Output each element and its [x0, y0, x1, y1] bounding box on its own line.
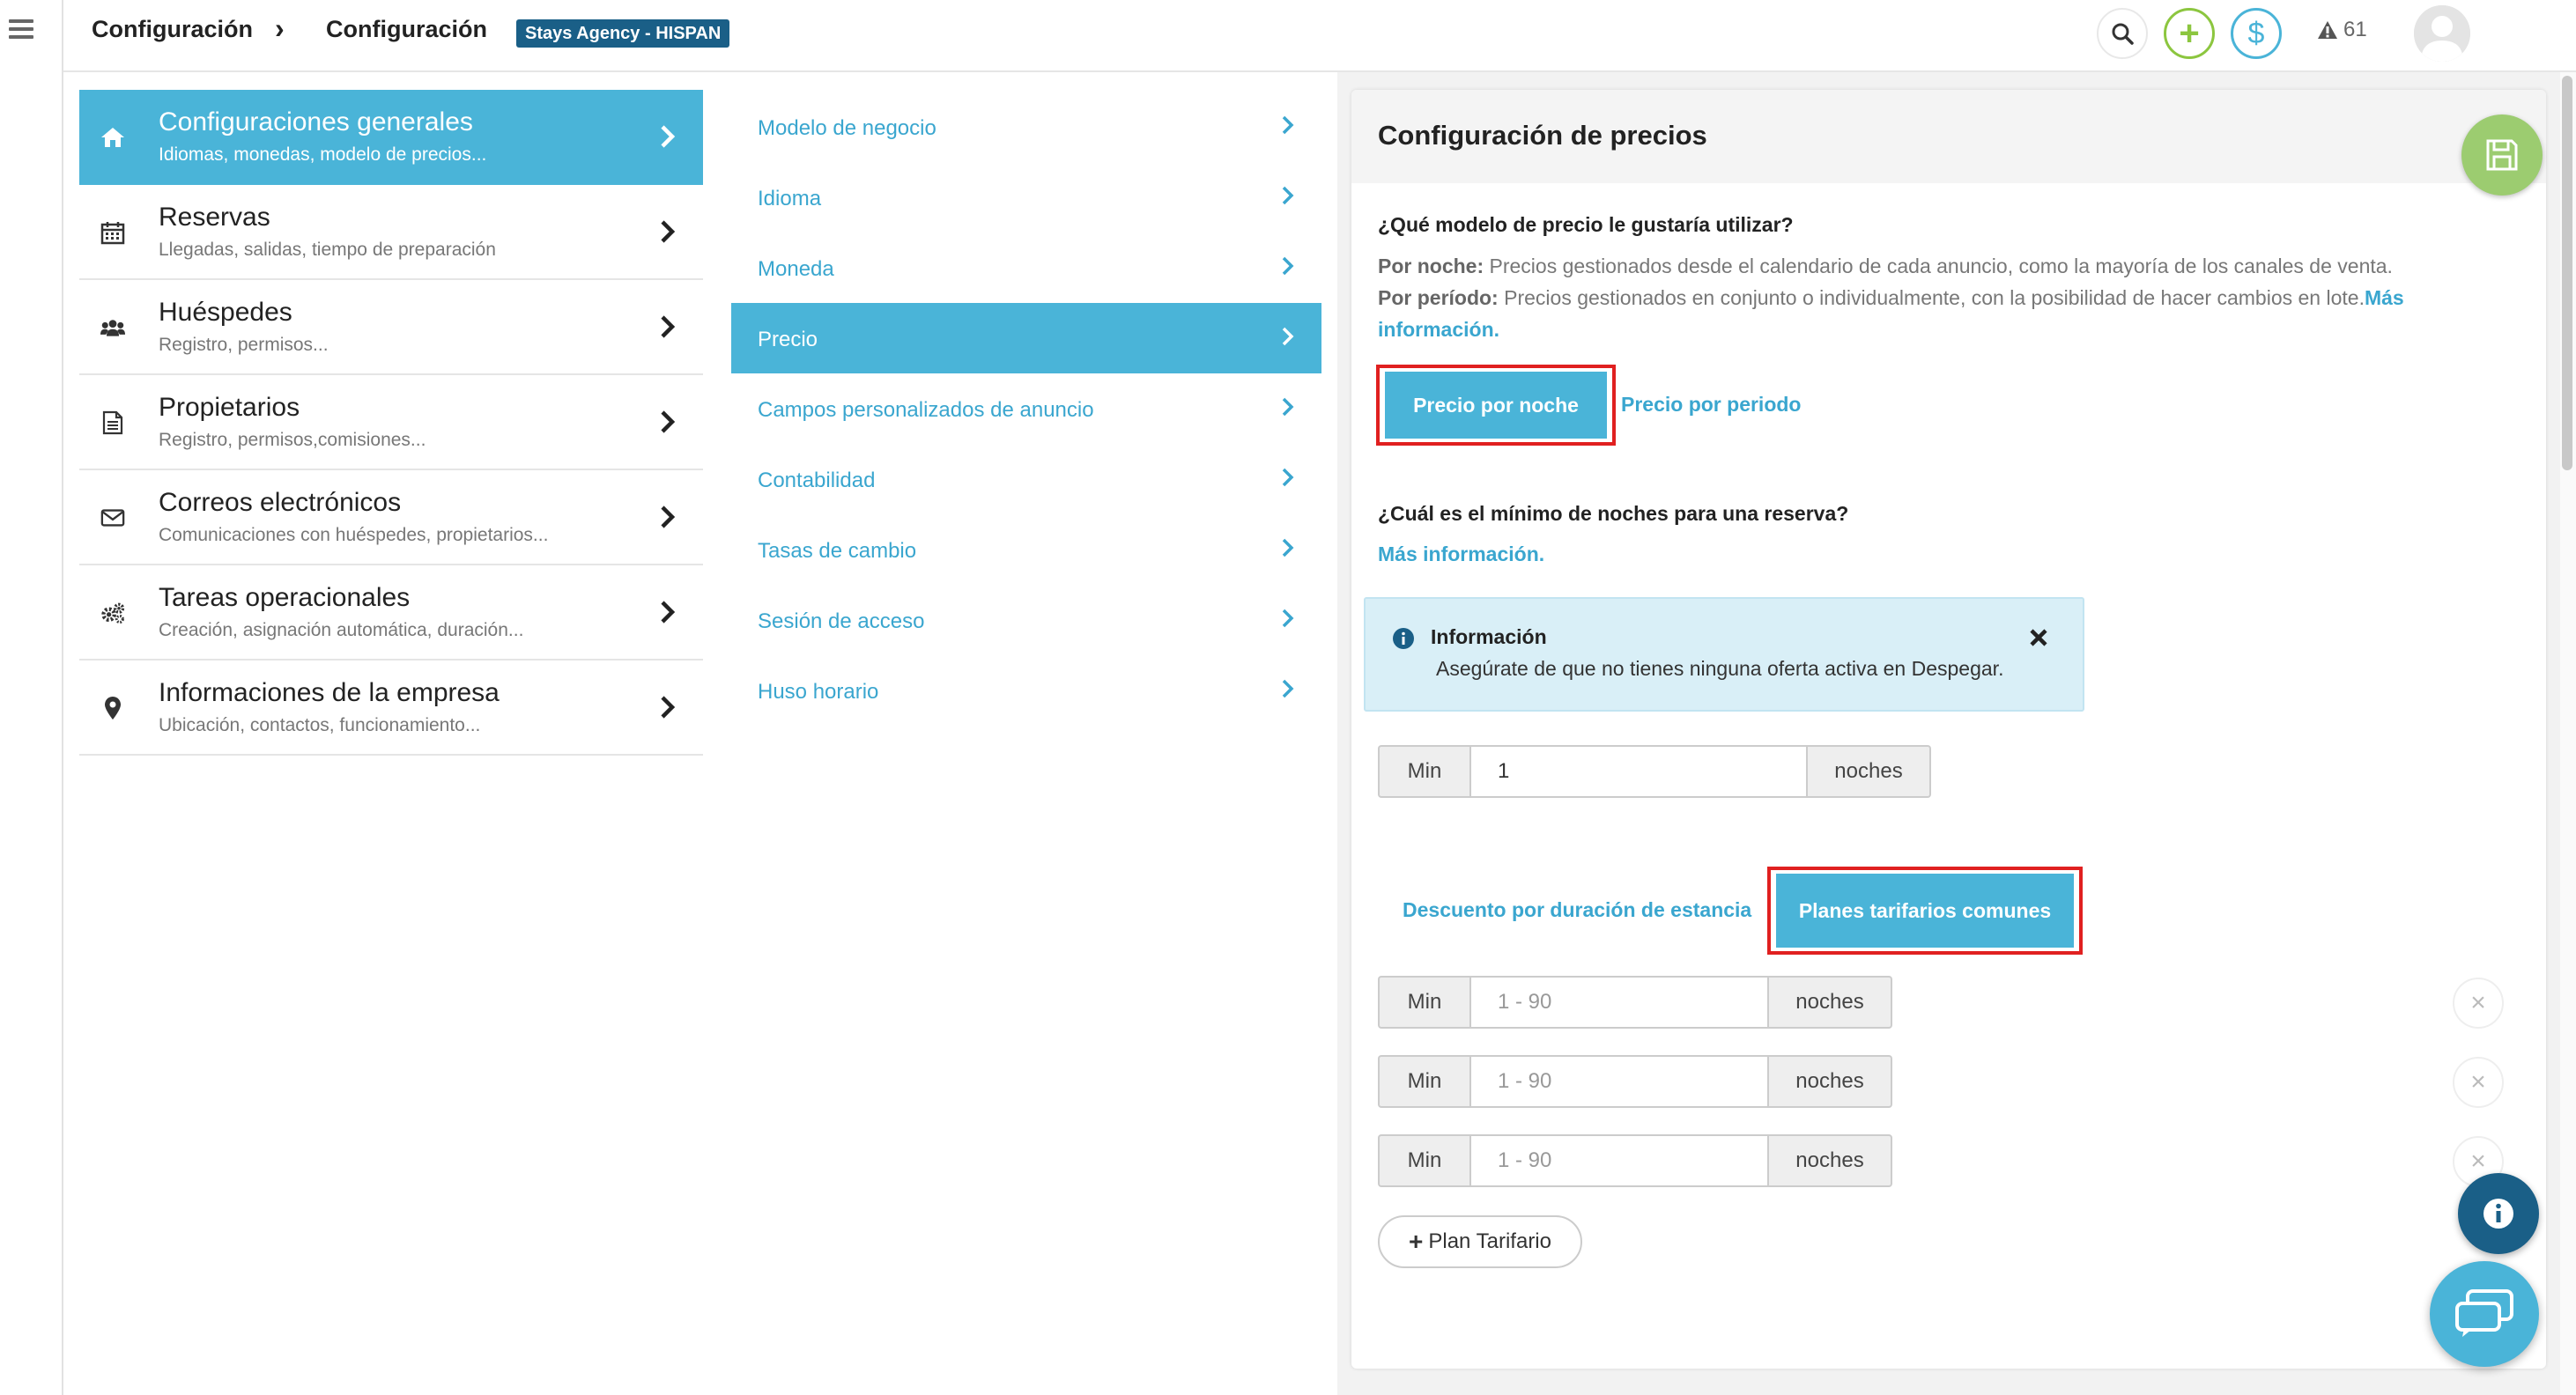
plus-icon: +	[2179, 13, 2200, 53]
remove-plan-button[interactable]	[2453, 1057, 2504, 1108]
rate-plan-min-input[interactable]	[1469, 1055, 1769, 1108]
chevron-right-icon	[1281, 396, 1295, 417]
chevron-right-icon	[659, 599, 677, 625]
save-button[interactable]	[2461, 114, 2543, 196]
nights-unit-label: noches	[1769, 976, 1892, 1029]
more-info-link[interactable]: Más información.	[1378, 542, 1545, 565]
pricing-model-description	[1378, 250, 2523, 345]
map-pin-icon	[100, 696, 125, 720]
close-icon: ×	[2470, 988, 2486, 1017]
min-nights-question: ¿Cuál es el mínimo de noches para una reserva?	[1378, 502, 1849, 525]
sub-item-label: Campos personalizados de anuncio	[758, 398, 1094, 422]
nights-unit-label: noches	[1769, 1134, 1892, 1187]
breadcrumb-separator-icon: ›	[275, 12, 285, 44]
menu-item-title: Correos electrónicos	[159, 488, 402, 517]
sub-item-label: Precio	[758, 328, 818, 351]
menu-item-subtitle: Registro, permisos...	[159, 335, 329, 355]
rate-plan-min-input[interactable]	[1469, 976, 1769, 1029]
pricing-model-question: ¿Qué modelo de precio le gustaría utilizar?	[1378, 213, 1794, 236]
settings-sub-menu	[731, 92, 1321, 726]
info-circle-icon	[1392, 627, 1415, 650]
sub-item-label: Modelo de negocio	[758, 116, 936, 140]
menu-item-title: Tareas operacionales	[159, 583, 411, 612]
chevron-right-icon	[659, 123, 677, 150]
users-icon	[100, 315, 125, 340]
sub-item-label: Tasas de cambio	[758, 539, 917, 563]
menu-item-operational-tasks[interactable]	[79, 565, 703, 661]
search-icon	[2111, 22, 2134, 45]
info-alert	[1364, 597, 2084, 712]
menu-item-subtitle: Llegadas, salidas, tiempo de preparación	[159, 240, 496, 260]
help-info-button[interactable]	[2458, 1173, 2539, 1254]
menu-item-company-info[interactable]	[79, 661, 703, 756]
sub-item-label: Huso horario	[758, 680, 879, 704]
min-label: Min	[1378, 1134, 1469, 1187]
rate-plan-row	[1378, 976, 1892, 1029]
min-nights-input[interactable]	[1469, 745, 1808, 798]
nights-unit-label: noches	[1808, 745, 1931, 798]
tab-length-of-stay-discount[interactable]: Descuento por duración de estancia	[1403, 898, 1752, 921]
avatar[interactable]	[2414, 5, 2470, 62]
chevron-right-icon	[1281, 537, 1295, 558]
min-nights-input-group	[1378, 745, 1931, 798]
menu-item-title: Configuraciones generales	[159, 107, 473, 137]
sub-item-exchange-rates[interactable]	[731, 514, 1321, 585]
min-label: Min	[1378, 1055, 1469, 1108]
calendar-icon	[100, 220, 125, 245]
rate-plan-min-input[interactable]	[1469, 1134, 1769, 1187]
nights-unit-label: noches	[1769, 1055, 1892, 1108]
close-icon[interactable]	[2028, 627, 2049, 648]
scrollbar-thumb[interactable]	[2562, 76, 2572, 470]
add-rate-plan-label: Plan Tarifario	[1428, 1229, 1551, 1253]
left-rail	[0, 0, 63, 1395]
sub-item-custom-fields[interactable]	[731, 373, 1321, 444]
info-alert-title: Información	[1431, 625, 1547, 648]
sub-item-label: Idioma	[758, 187, 822, 210]
chevron-right-icon	[659, 409, 677, 435]
chevron-right-icon	[659, 218, 677, 245]
tab-common-rate-plans[interactable]: Planes tarifarios comunes	[1776, 874, 2074, 948]
user-avatar-icon	[2414, 5, 2470, 62]
menu-item-subtitle: Ubicación, contactos, funcionamiento...	[159, 715, 481, 735]
sub-item-price[interactable]	[731, 303, 1321, 373]
search-button[interactable]	[2097, 8, 2148, 59]
chat-button[interactable]	[2430, 1261, 2539, 1367]
sub-item-login-session[interactable]	[731, 585, 1321, 655]
sub-item-label: Sesión de acceso	[758, 609, 925, 633]
menu-item-title: Huéspedes	[159, 298, 292, 327]
envelope-icon	[100, 506, 125, 530]
home-icon	[100, 125, 125, 150]
menu-item-title: Informaciones de la empresa	[159, 678, 500, 707]
sub-item-currency[interactable]	[731, 232, 1321, 303]
menu-item-subtitle: Comunicaciones con huéspedes, propietarios...	[159, 525, 549, 545]
add-button[interactable]	[2164, 8, 2215, 59]
plus-icon: +	[1409, 1228, 1424, 1255]
sub-item-label: Moneda	[758, 257, 834, 281]
save-icon	[2485, 138, 2519, 172]
menu-item-title: Reservas	[159, 203, 270, 232]
chat-bubbles-icon	[2454, 1288, 2515, 1340]
menu-item-owners[interactable]	[79, 375, 703, 470]
chevron-right-icon	[1281, 185, 1295, 206]
price-settings-panel	[1351, 90, 2546, 1369]
chevron-right-icon	[1281, 467, 1295, 488]
agency-badge: Stays Agency - HISPAN	[516, 19, 729, 48]
gears-icon	[100, 601, 125, 625]
chevron-right-icon	[659, 504, 677, 530]
price-per-period-button[interactable]: Precio por periodo	[1621, 393, 1802, 416]
settings-main-menu	[79, 90, 703, 756]
menu-item-subtitle: Registro, permisos,comisiones...	[159, 430, 426, 450]
menu-item-emails[interactable]	[79, 470, 703, 565]
rate-plan-row	[1378, 1134, 1892, 1187]
hamburger-menu-icon[interactable]	[9, 19, 33, 39]
min-label: Min	[1378, 745, 1469, 798]
per-period-text: Precios gestionados en conjunto o individualmente, con la posibilidad de hacer cambios en lote.	[1498, 286, 2365, 309]
alerts-count: 61	[2343, 18, 2367, 41]
menu-item-general[interactable]	[79, 90, 703, 185]
document-icon	[100, 410, 125, 435]
close-icon: ×	[2470, 1067, 2486, 1096]
info-alert-text: Asegúrate de que no tienes ninguna oferta activa en Despegar.	[1436, 657, 2004, 680]
panel-header	[1351, 90, 2546, 183]
breadcrumb-first[interactable]: Configuración	[92, 16, 253, 42]
sub-item-accounting[interactable]	[731, 444, 1321, 514]
breadcrumb-current: Configuración	[326, 16, 487, 42]
chevron-right-icon	[1281, 608, 1295, 629]
dollar-icon: $	[2247, 16, 2265, 50]
sub-item-business-model[interactable]	[731, 92, 1321, 162]
chevron-right-icon	[659, 314, 677, 340]
alerts-button[interactable]	[2317, 18, 2367, 42]
more-info-link[interactable]: Más información.	[1378, 286, 2404, 341]
rate-plan-row	[1378, 1055, 1892, 1108]
sub-item-language[interactable]	[731, 162, 1321, 232]
menu-item-title: Propietarios	[159, 393, 300, 422]
chevron-right-icon	[1281, 678, 1295, 699]
chevron-right-icon	[659, 694, 677, 720]
chevron-right-icon	[1281, 326, 1295, 347]
menu-item-reservations[interactable]	[79, 185, 703, 280]
info-circle-icon	[2482, 1197, 2515, 1230]
add-rate-plan-button[interactable]	[1378, 1215, 1582, 1268]
finance-button[interactable]	[2231, 8, 2282, 59]
per-night-text: Precios gestionados desde el calendario de cada anuncio, como la mayoría de los canales de venta.	[1484, 255, 2393, 277]
remove-plan-button[interactable]	[2453, 978, 2504, 1029]
sub-item-timezone[interactable]	[731, 655, 1321, 726]
chevron-right-icon	[1281, 114, 1295, 136]
per-period-label: Por período:	[1378, 286, 1499, 309]
sub-item-label: Contabilidad	[758, 469, 876, 492]
panel-title: Configuración de precios	[1378, 120, 1707, 151]
close-icon: ×	[2470, 1147, 2486, 1176]
per-night-label: Por noche:	[1378, 255, 1484, 277]
menu-item-subtitle: Idiomas, monedas, modelo de precios...	[159, 144, 487, 165]
alert-icon	[2317, 20, 2338, 40]
price-per-night-button[interactable]: Precio por noche	[1385, 372, 1607, 439]
menu-item-subtitle: Creación, asignación automática, duración...	[159, 620, 524, 640]
chevron-right-icon	[1281, 255, 1295, 277]
min-label: Min	[1378, 976, 1469, 1029]
menu-item-guests[interactable]	[79, 280, 703, 375]
